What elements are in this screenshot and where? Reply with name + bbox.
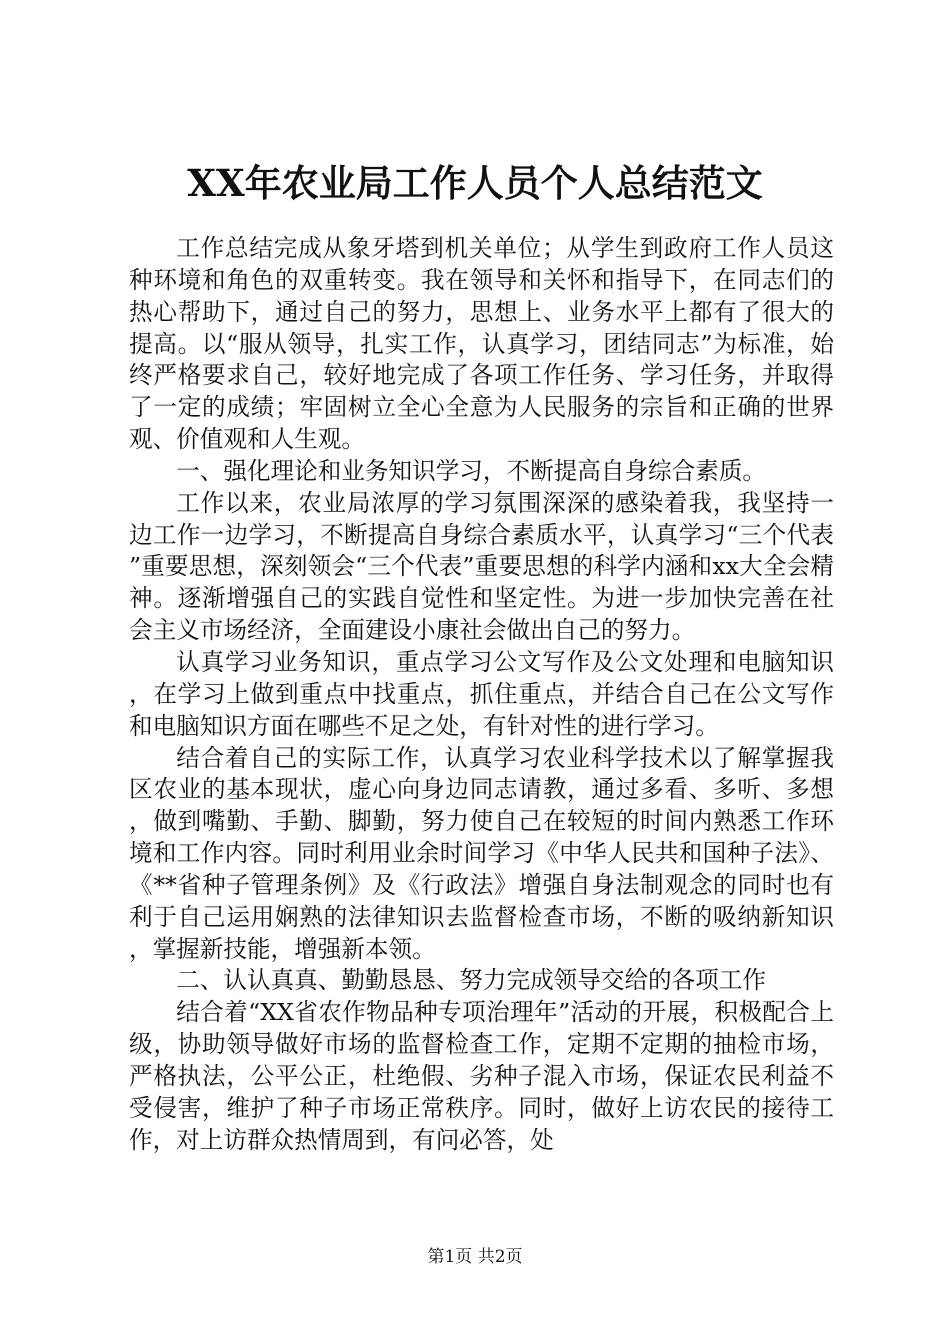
paragraph-study-business: 认真学习业务知识，重点学习公文写作及公文处理和电脑知识，在学习上做到重点中找重点，抓住重点，并结合自己在公文写作和电脑知识方面在哪些不足之处，有针对性的进行学习。 bbox=[129, 647, 834, 740]
paragraph-intro: 工作总结完成从象牙塔到机关单位；从学生到政府工作人员这种环境和角色的双重转变。我在领导和关怀和指导下，在同志们的热心帮助下，通过自己的努力，思想上、业务水平上都有了很大的提高。以“服从领导，扎实工作，认真学习，团结同志”为标准，始终严格要求自己，较好地完成了各项工作任务、学习任务，并取得了一定的成绩；牢固树立全心全意为人民服务的宗旨和正确的世界观、价值观和人生观。 bbox=[129, 234, 834, 454]
paragraph-market-inspection: 结合着“XX省农作物品种专项治理年”活动的开展，积极配合上级，协助领导做好市场的监督检查工作，定期不定期的抽检市场，严格执法，公平公正，杜绝假、劣种子混入市场，保证农民利益不受侵害，维护了种子市场正常秩序。同时，做好上访农民的接待工作，对上访群众热情周到，有问必答，处 bbox=[129, 998, 834, 1154]
section-heading-1: 一、强化理论和业务知识学习，不断提高自身综合素质。 bbox=[176, 456, 767, 485]
section-heading-2: 二、认认真真、勤勤恳恳、努力完成领导交给的各项工作 bbox=[176, 966, 767, 995]
document-body bbox=[129, 233, 834, 1156]
paragraph-study-theory: 工作以来，农业局浓厚的学习氛围深深的感染着我，我坚持一边工作一边学习，不断提高自身综合素质水平，认真学习“三个代表”重要思想，深刻领会“三个代表”重要思想的科学内涵和xx大全会精神。逐渐增强自己的实践自觉性和坚定性。为进一步加快完善在社会主义市场经济，全面建设小康社会做出自己的努力。 bbox=[129, 488, 834, 645]
document-title: XX年农业局工作人员个人总结范文 bbox=[187, 161, 763, 205]
page-number-footer: 第1页 共2页 bbox=[427, 1247, 523, 1267]
paragraph-study-agriculture: 结合着自己的实际工作，认真学习农业科学技术以了解掌握我区农业的基本现状，虚心向身边同志请教，通过多看、多听、多想，做到嘴勤、手勤、脚勤，努力使自己在较短的时间内熟悉工作环境和工作内容。同时利用业余时间学习《中华人民共和国种子法》、《**省种子管理条例》及《行政法》增强自身法制观念的同时也有利于自己运用娴熟的法律知识去监督检查市场，不断的吸纳新知识，掌握新技能，增强新本领。 bbox=[129, 743, 834, 963]
